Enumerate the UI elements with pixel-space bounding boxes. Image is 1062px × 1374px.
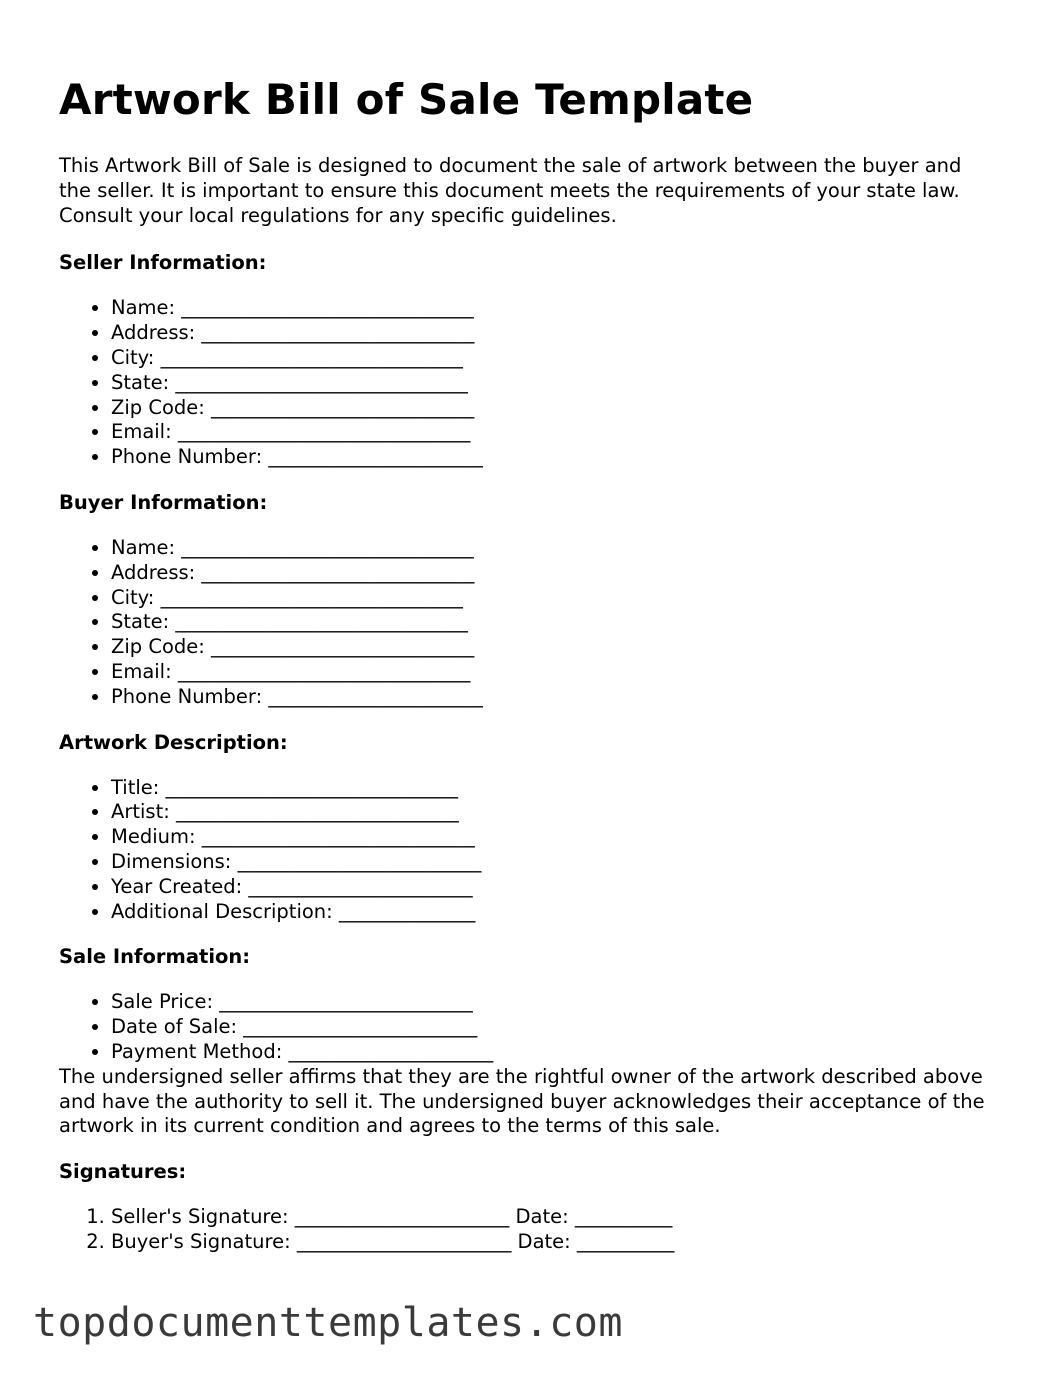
buyer-email-field: • Email: ______________________________ [111, 660, 999, 685]
buyer-name-field: • Name: ______________________________ [111, 536, 999, 561]
sale-payment-field: • Payment Method: _____________________ [111, 1040, 999, 1065]
artwork-dimensions-field: • Dimensions: _________________________ [111, 850, 999, 875]
sale-heading: Sale Information: [59, 945, 251, 969]
artwork-heading: Artwork Description: [59, 730, 288, 754]
sale-date-field: • Date of Sale: ________________________ [111, 1015, 999, 1040]
seller-name-field: • Name: ______________________________ [111, 296, 999, 321]
buyer-signature-line: 2. Buyer's Signature: ______________________ Date: __________ [111, 1230, 999, 1255]
buyer-fields-list [59, 536, 999, 710]
sale-price-field: • Sale Price: __________________________ [111, 990, 999, 1015]
signatures-heading: Signatures: [59, 1160, 187, 1184]
affirmation-paragraph: The undersigned seller affirms that they are the rightful owner of the artwork described above and have the authority to sell it. The undersigned buyer acknowledges their acceptance of the artwork in its current condition and agrees to the terms of this sale. [59, 1064, 985, 1138]
buyer-zip-field: • Zip Code: ___________________________ [111, 635, 999, 660]
buyer-heading: Buyer Information: [59, 490, 268, 514]
footer-watermark: topdocumenttemplates.com [33, 1300, 623, 1346]
artwork-title-field: • Title: ______________________________ [111, 776, 999, 801]
buyer-phone-field: • Phone Number: ______________________ [111, 685, 999, 710]
artwork-year-field: • Year Created: _______________________ [111, 875, 999, 900]
buyer-address-field: • Address: ____________________________ [111, 561, 999, 586]
seller-signature-line: 1. Seller's Signature: ______________________ Date: __________ [111, 1205, 999, 1230]
seller-zip-field: • Zip Code: ___________________________ [111, 396, 999, 421]
document-title: Artwork Bill of Sale Template [59, 75, 754, 124]
artwork-fields-list [59, 776, 999, 925]
seller-heading: Seller Information: [59, 251, 267, 275]
buyer-state-field: • State: ______________________________ [111, 610, 999, 635]
seller-fields-list [59, 296, 999, 470]
document-page [59, 72, 999, 1255]
intro-paragraph: This Artwork Bill of Sale is designed to document the sale of artwork between the buyer and the seller. It is important to ensure this document meets the requirements of your state law. Consult your local regulations for any specific guidelines. [59, 154, 962, 227]
artwork-additional-field: • Additional Description: ______________ [111, 900, 999, 925]
buyer-city-field: • City: _______________________________ [111, 586, 999, 611]
seller-email-field: • Email: ______________________________ [111, 420, 999, 445]
signatures-list [59, 1205, 999, 1255]
seller-city-field: • City: _______________________________ [111, 346, 999, 371]
sale-fields-list [59, 990, 999, 1064]
artwork-artist-field: • Artist: _____________________________ [111, 800, 999, 825]
seller-address-field: • Address: ____________________________ [111, 321, 999, 346]
seller-state-field: • State: ______________________________ [111, 371, 999, 396]
seller-phone-field: • Phone Number: ______________________ [111, 445, 999, 470]
artwork-medium-field: • Medium: ____________________________ [111, 825, 999, 850]
